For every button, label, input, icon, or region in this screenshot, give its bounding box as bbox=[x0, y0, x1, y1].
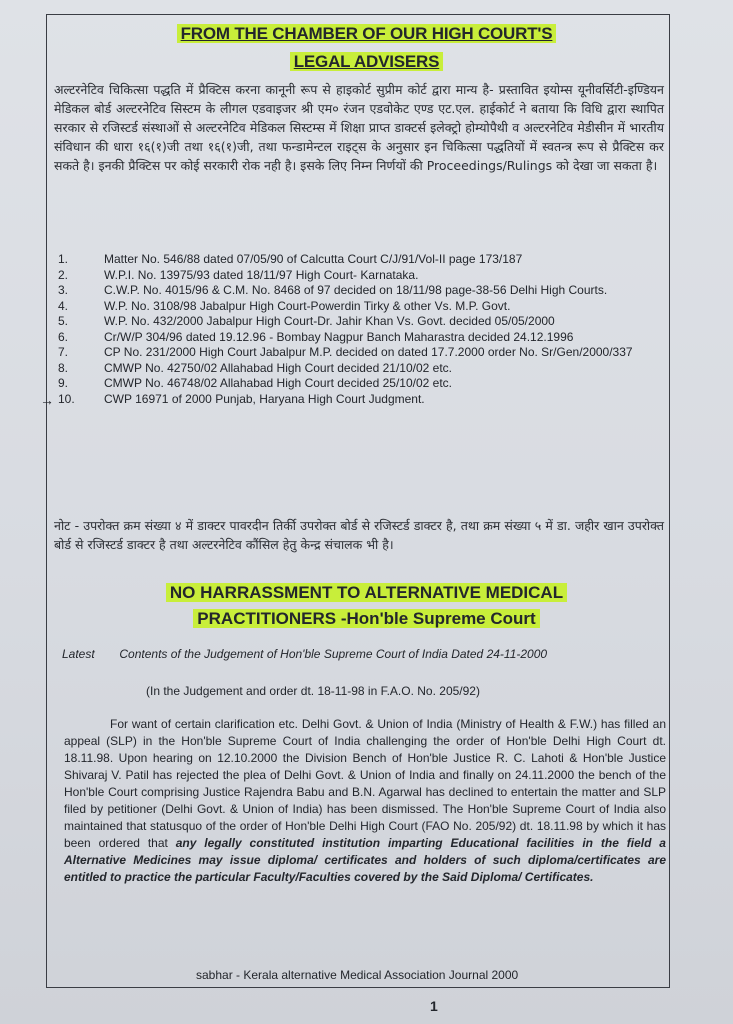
ruling-number: 4. bbox=[58, 298, 69, 313]
heading2-line-1: NO HARRASSMENT TO ALTERNATIVE MEDICAL bbox=[0, 580, 733, 606]
ruling-number: 2. bbox=[58, 267, 69, 282]
ruling-text: CP No. 231/2000 High Court Jabalpur M.P. decided on dated 17.7.2000 order No. Sr/Gen/2000/337 bbox=[104, 345, 633, 359]
title-line-2: LEGAL ADVISERS bbox=[0, 52, 733, 72]
ruling-text: W.P. No. 432/2000 Jabalpur High Court-Dr. Jahir Khan Vs. Govt. decided 05/05/2000 bbox=[104, 314, 555, 328]
page-number: 1 bbox=[430, 998, 438, 1014]
latest-label: Latest bbox=[62, 647, 95, 661]
ruling-text: C.W.P. No. 4015/96 & C.M. No. 8468 of 97 decided on 18/11/98 page-38-56 Delhi High Courts. bbox=[104, 283, 608, 297]
source-footer: sabhar - Kerala alternative Medical Association Journal 2000 bbox=[196, 968, 519, 982]
intro-hindi-paragraph: अल्टरनेटिव चिकित्सा पद्धति में प्रैक्टिस करना कानूनी रूप से हाइकोर्ट सुप्रीम कोर्ट द्वारा मान्य है- प्रस्तावित इयोम्स यूनीवर्सिटी-इण्डियन मेडिकल बोर्ड अल्टरनेटिव सिस्टम के लीगल एडवाइजर श्री एम० रंजन एडवोकेट एण्ड एट.एल. हाईकोर्ट ने बताया कि विधि द्वारा स्थापित सरकार से रजिस्टर्ड संस्थाओं से अल्टरनेटिव मेडिकल सिस्टम्स में शिक्षा प्राप्त डाक्टर्स इलेक्ट्रो होम्योपैथी व अल्टरनेटिव मेडीसीन में भारतीय संविधान की धारा १६(१)जी तथा १६(१)जी, तथा फन्डामेन्टल राइट्स के अनुसार इन चिकित्सा पद्धतियों में स्वतन्त्र रूप से प्रैक्टिस कर सकते है। इनकी प्रैक्टिस पर कोई सरकारी रोक नही है। इसके लिए निम्न निर्णयों की Proceedings/Rulings को देखा जा सकता है। bbox=[54, 82, 664, 173]
ruling-number: 3. bbox=[58, 283, 69, 297]
judgement-order-emphasis: any legally constituted institution imparting Educational facilities in the field a Alternative Medicines may issue diploma/ certificates and holders of such diploma/certificates are entitled to practice the particular Faculty/Faculties covered by the Said Diploma/ Certificates. bbox=[64, 836, 666, 884]
ruling-number: 9. bbox=[58, 376, 69, 390]
heading2-line-2: PRACTITIONERS -Hon'ble Supreme Court bbox=[0, 606, 733, 632]
ruling-text: Cr/W/P 304/96 dated 19.12.96 - Bombay Nagpur Banch Maharastra decided 24.12.1996 bbox=[104, 329, 574, 344]
ruling-number: 8. bbox=[58, 360, 69, 375]
ruling-item bbox=[52, 330, 667, 346]
ruling-number: 10. bbox=[58, 391, 75, 406]
latest-text: Contents of the Judgement of Hon'ble Supreme Court of India Dated 24-11-2000 bbox=[119, 647, 548, 661]
ruling-item bbox=[52, 345, 667, 361]
ruling-text: CMWP No. 46748/02 Allahabad High Court decided 25/10/02 etc. bbox=[104, 376, 452, 390]
ruling-text: CWP 16971 of 2000 Punjab, Haryana High Court Judgment. bbox=[104, 391, 425, 406]
ruling-text: Matter No. 546/88 dated 07/05/90 of Calcutta Court C/J/91/Vol-II page 173/187 bbox=[104, 252, 523, 266]
ruling-item bbox=[52, 361, 667, 377]
ruling-number: 7. bbox=[58, 345, 69, 359]
ruling-item bbox=[52, 392, 667, 408]
ruling-number: 1. bbox=[58, 252, 69, 266]
note-hindi-paragraph: नोट - उपरोक्त क्रम संख्या ४ में डाक्टर पावरदीन तिर्की उपरोक्त बोर्ड से रजिस्टर्ड डाक्टर है, तथा क्रम संख्या ५ में डा. जहीर खान उपरोक्त बोर्ड से रजिस्टर्ड डाक्टर है तथा अल्टरनेटिव कौंसिल हेतु केन्द्र संचालक भी है। bbox=[54, 518, 664, 552]
latest-block bbox=[62, 646, 667, 663]
ruling-text: CMWP No. 42750/02 Allahabad High Court decided 21/10/02 etc. bbox=[104, 360, 452, 375]
judgement-text: For want of certain clarification etc. Delhi Govt. & Union of India (Ministry of Health & F.W.) has filled an appeal (SLP) in the Hon'ble Supreme Court of India challenging the order of Hon'ble Delhi High Court dt. 18.11.98. Upon hearing on 12.10.2000 the Division Bench of Hon'ble Justice R. C. Lahoti & Hon'ble Justice Shivaraj V. Patil has rejected the plea of Delhi Govt. & Union of India and finally on 24.11.2000 the bench of the Hon'ble Court comprising Justice Rajendra Babu and B.N. Agarwal has declined to entertain the matter and SLP filed by petitioner (Delhi Govt. & Union of India) has been dismissed. The Hon'ble Supreme Court of India also maintained that statusquo of the order of Hon'ble Delhi High Court (FAO No. 205/92) dt. 18.11.98 by which it has been ordered that bbox=[64, 717, 666, 850]
ruling-item bbox=[52, 283, 667, 299]
ruling-text: W.P. No. 3108/98 Jabalpur High Court-Powerdin Tirky & other Vs. M.P. Govt. bbox=[104, 298, 511, 313]
ruling-item bbox=[52, 252, 667, 268]
judgement-paragraph bbox=[64, 716, 666, 886]
title-line-1: FROM THE CHAMBER OF OUR HIGH COURT'S bbox=[0, 24, 733, 44]
ruling-item bbox=[52, 314, 667, 330]
ruling-item bbox=[52, 299, 667, 315]
ruling-item bbox=[52, 376, 667, 392]
rulings-list bbox=[52, 252, 667, 407]
ruling-number: 6. bbox=[58, 329, 69, 344]
ruling-item bbox=[52, 268, 667, 284]
latest-subtitle: (In the Judgement and order dt. 18-11-98 in F.A.O. No. 205/92) bbox=[146, 684, 480, 698]
ruling-number: 5. bbox=[58, 314, 69, 328]
ruling-text: W.P.I. No. 13975/93 dated 18/11/97 High Court- Karnataka. bbox=[104, 267, 419, 282]
margin-mark: → bbox=[40, 392, 54, 408]
